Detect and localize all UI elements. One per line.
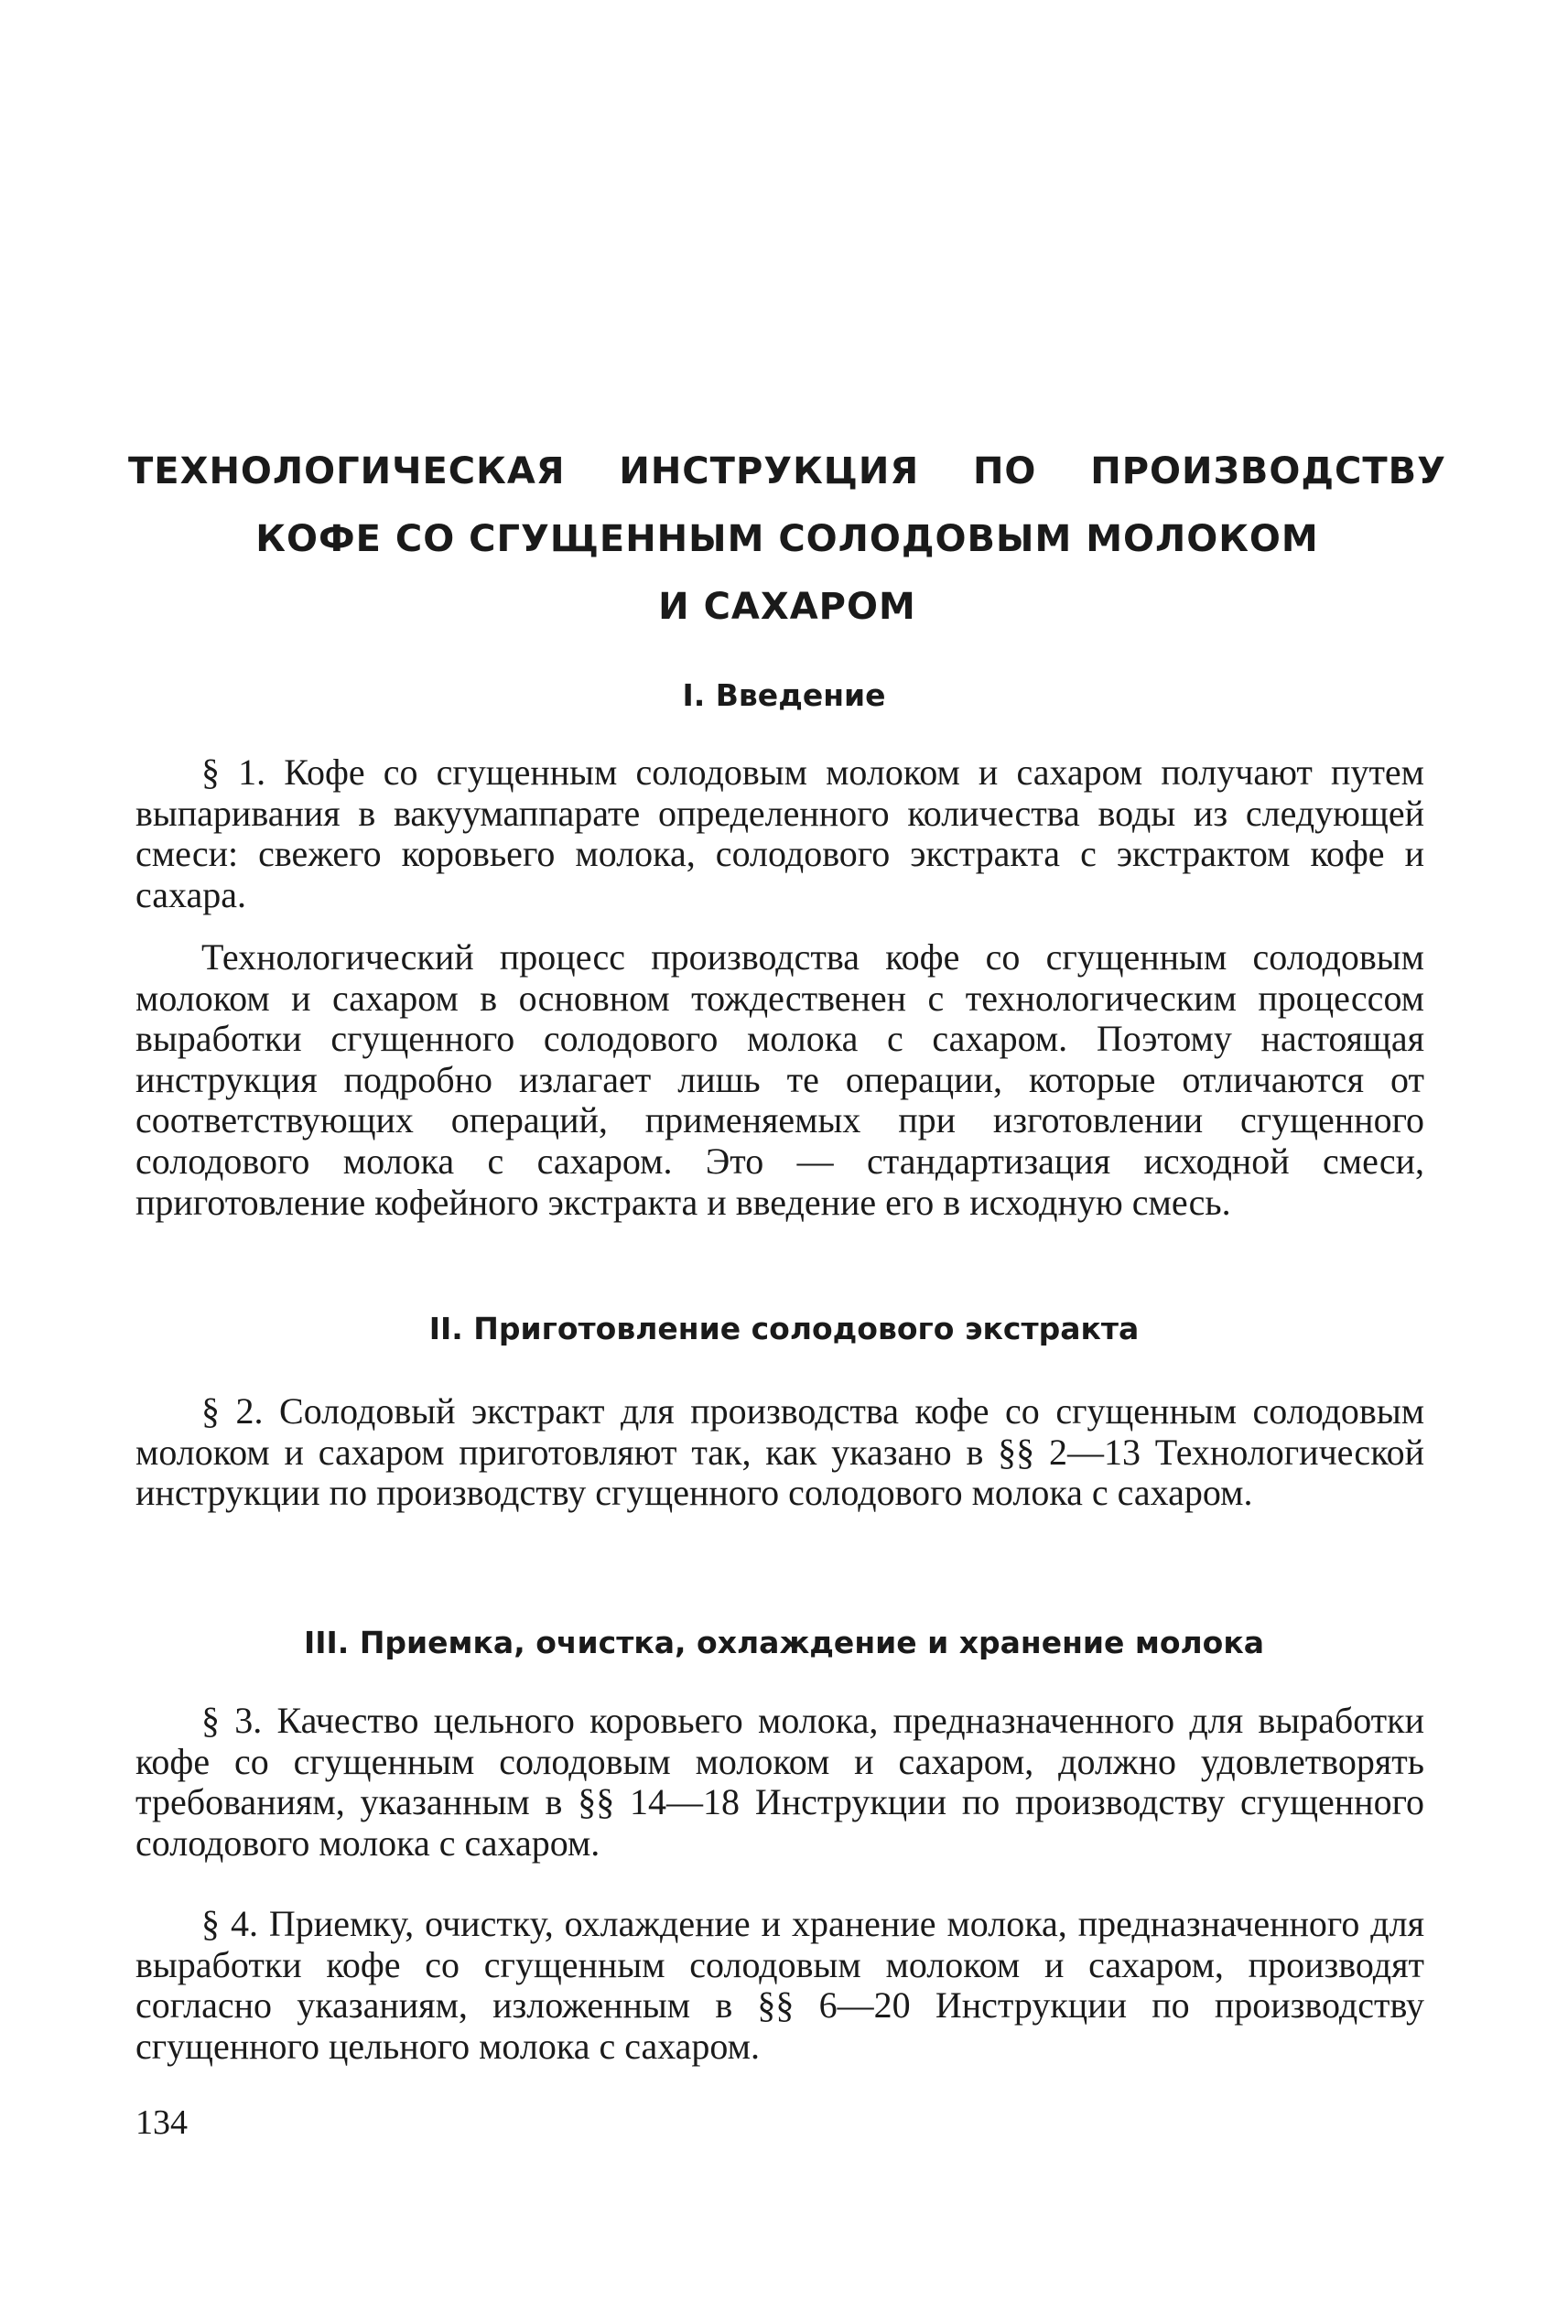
paragraph-text: § 1. Кофе со сгущенным солодовым молоком и сахаром получают путем выпаривания в вакуумаппарате определенного количества воды из следующей смеси: свежего коровьего молока, солодового экстракта с экстрактом кофе и сахара. [135, 751, 1424, 915]
paragraph-3 [135, 1391, 1424, 1514]
paragraph-text: § 3. Качество цельного коровьего молока, предназначенного для выработки кофе со сгущенным солодовым молоком и сахаром, должно удовлетворять требованиям, указанным в §§ 14—18 Инструкции по производству сгущенного солодового молока с сахаром. [135, 1700, 1424, 1864]
section-heading-introduction: I. Введение [682, 677, 886, 713]
title-line: КОФЕ СО СГУЩЕННЫМ СОЛОДОВЫМ МОЛОКОМ [255, 518, 1319, 560]
paragraph-text: § 4. Приемку, очистку, охлаждение и хранение молока, предназначенного для выработки кофе со сгущенным солодовым молоком и сахаром, производят согласно указаниям, изложенным в §§ 6—20 Инструкции по производству сгущенного цельного молока с сахаром. [135, 1903, 1424, 2067]
paragraph-1 [135, 752, 1424, 915]
page-number: 134 [135, 2103, 188, 2142]
document-title [128, 438, 1446, 641]
section-heading-malt-extract: II. Приготовление солодового экстракта [428, 1311, 1140, 1346]
paragraph-5 [135, 1904, 1424, 2067]
paragraph-text: § 2. Солодовый экстракт для производства кофе со сгущенным солодовым молоком и сахаром приготовляют так, как указано в §§ 2—13 Технологической инструкции по производству сгущенного солодового молока с сахаром. [135, 1390, 1424, 1514]
paragraph-2 [135, 937, 1424, 1223]
paragraph-text: Технологический процесс производства кофе со сгущенным солодовым молоком и сахаром в основном тождественен с технологическим процессом выработки сгущенного солодового молока с сахаром. Поэтому настоящая инструкция подробно излагает лишь те операции, которые отличаются от соответствующих операций, применяемых при изготовлении сгущенного солодового молока с сахаром. Это — стандартизация исходной смеси, приготовление кофейного экстракта и введение его в исходную смесь. [135, 936, 1424, 1223]
title-line: ТЕХНОЛОГИЧЕСКАЯ ИНСТРУКЦИЯ ПО ПРОИЗВОДСТВУ [128, 450, 1446, 492]
section-heading-milk-receiving: III. Приемка, очистка, охлаждение и хранение молока [303, 1625, 1265, 1660]
title-line: И САХАРОМ [658, 586, 916, 628]
paragraph-4 [135, 1701, 1424, 1864]
